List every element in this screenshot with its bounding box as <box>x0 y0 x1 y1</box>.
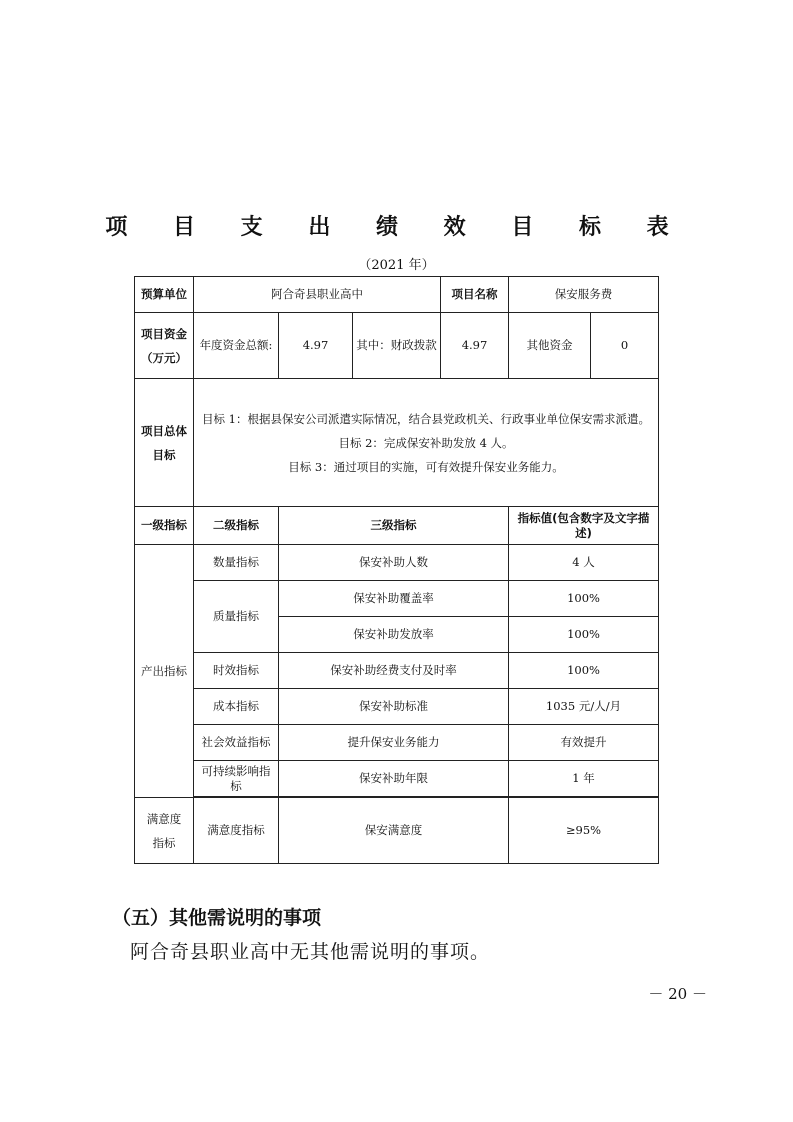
project-name-value: 保安服务费 <box>509 277 659 313</box>
funds-row <box>135 313 659 379</box>
performance-table <box>134 276 659 864</box>
satisfaction-value: ≥95% <box>509 798 659 864</box>
col-level3-header: 三级指标 <box>279 507 509 545</box>
table-row <box>135 653 659 689</box>
table-row <box>135 581 659 617</box>
goal-item: 目标 3：通过项目的实施，可有效提升保安业务能力。 <box>288 459 564 474</box>
goal-item: 目标 2：完成保安补助发放 4 人。 <box>338 435 514 450</box>
goals-row <box>135 379 659 507</box>
satisfaction-label-line2: 指标 <box>152 835 176 850</box>
cost-item: 保安补助标准 <box>279 689 509 725</box>
funds-label-line1: 项目资金 <box>141 326 187 341</box>
total-funds-value: 4.97 <box>279 313 353 379</box>
total-funds-label: 年度资金总额: <box>194 313 279 379</box>
timeliness-indicator-label: 时效指标 <box>194 653 279 689</box>
satisfaction-label-line1: 满意度 <box>146 811 182 826</box>
goal-item: 目标 1：根据县保安公司派遣实际情况，结合县党政机关、行政事业单位保安需求派遣。 <box>202 411 650 426</box>
page-number: － 20 － <box>648 985 707 1003</box>
header-row <box>135 277 659 313</box>
table-row <box>135 798 659 864</box>
satisfaction-sub-label: 满意度指标 <box>194 798 279 864</box>
sustainability-indicator-label: 可持续影响指标 <box>194 761 279 797</box>
other-funds-value: 0 <box>591 313 659 379</box>
col-level2-header: 二级指标 <box>194 507 279 545</box>
satisfaction-indicator-label <box>135 798 194 864</box>
table-row <box>135 545 659 581</box>
social-benefit-value: 有效提升 <box>509 725 659 761</box>
timeliness-value: 100% <box>509 653 659 689</box>
year-subtitle: （2021 年） <box>358 258 435 273</box>
goals-label-line1: 项目总体 <box>141 423 187 438</box>
budget-unit-value: 阿合奇县职业高中 <box>194 277 441 313</box>
quality-item-coverage: 保安补助覆盖率 <box>279 581 509 617</box>
social-benefit-indicator-label: 社会效益指标 <box>194 725 279 761</box>
col-level1-header: 一级指标 <box>135 507 194 545</box>
goals-content <box>194 379 659 507</box>
fiscal-funds-label: 其中：财政拨款 <box>353 313 441 379</box>
quantity-item: 保安补助人数 <box>279 545 509 581</box>
column-header-row <box>135 507 659 545</box>
budget-unit-label: 预算单位 <box>135 277 194 313</box>
cost-value: 1035 元/人/月 <box>509 689 659 725</box>
goals-label <box>135 379 194 507</box>
table-row <box>135 689 659 725</box>
quantity-value: 4 人 <box>509 545 659 581</box>
sustainability-item: 保安补助年限 <box>279 761 509 797</box>
satisfaction-item: 保安满意度 <box>279 798 509 864</box>
other-funds-label: 其他资金 <box>509 313 591 379</box>
social-benefit-item: 提升保安业务能力 <box>279 725 509 761</box>
quality-value-coverage: 100% <box>509 581 659 617</box>
funds-label-line2: （万元） <box>141 350 187 365</box>
funds-label <box>135 313 194 379</box>
section-heading: （五）其他需说明的事项 <box>112 907 322 929</box>
quality-value-distribution: 100% <box>509 617 659 653</box>
project-name-label: 项目名称 <box>441 277 509 313</box>
quantity-indicator-label: 数量指标 <box>194 545 279 581</box>
table-row <box>135 761 659 797</box>
table-row <box>135 725 659 761</box>
output-indicator-label: 产出指标 <box>135 545 194 798</box>
col-value-header: 指标值(包含数字及文字描述) <box>509 507 659 545</box>
cost-indicator-label: 成本指标 <box>194 689 279 725</box>
timeliness-item: 保安补助经费支付及时率 <box>279 653 509 689</box>
section-body: 阿合奇县职业高中无其他需说明的事项。 <box>130 941 491 963</box>
page-title: 项 目 支 出 绩 效 目 标 表 <box>105 215 688 240</box>
quality-item-distribution: 保安补助发放率 <box>279 617 509 653</box>
sustainability-value: 1 年 <box>509 761 659 797</box>
goals-label-line2: 目标 <box>152 447 176 462</box>
quality-indicator-label: 质量指标 <box>194 581 279 653</box>
fiscal-funds-value: 4.97 <box>441 313 509 379</box>
